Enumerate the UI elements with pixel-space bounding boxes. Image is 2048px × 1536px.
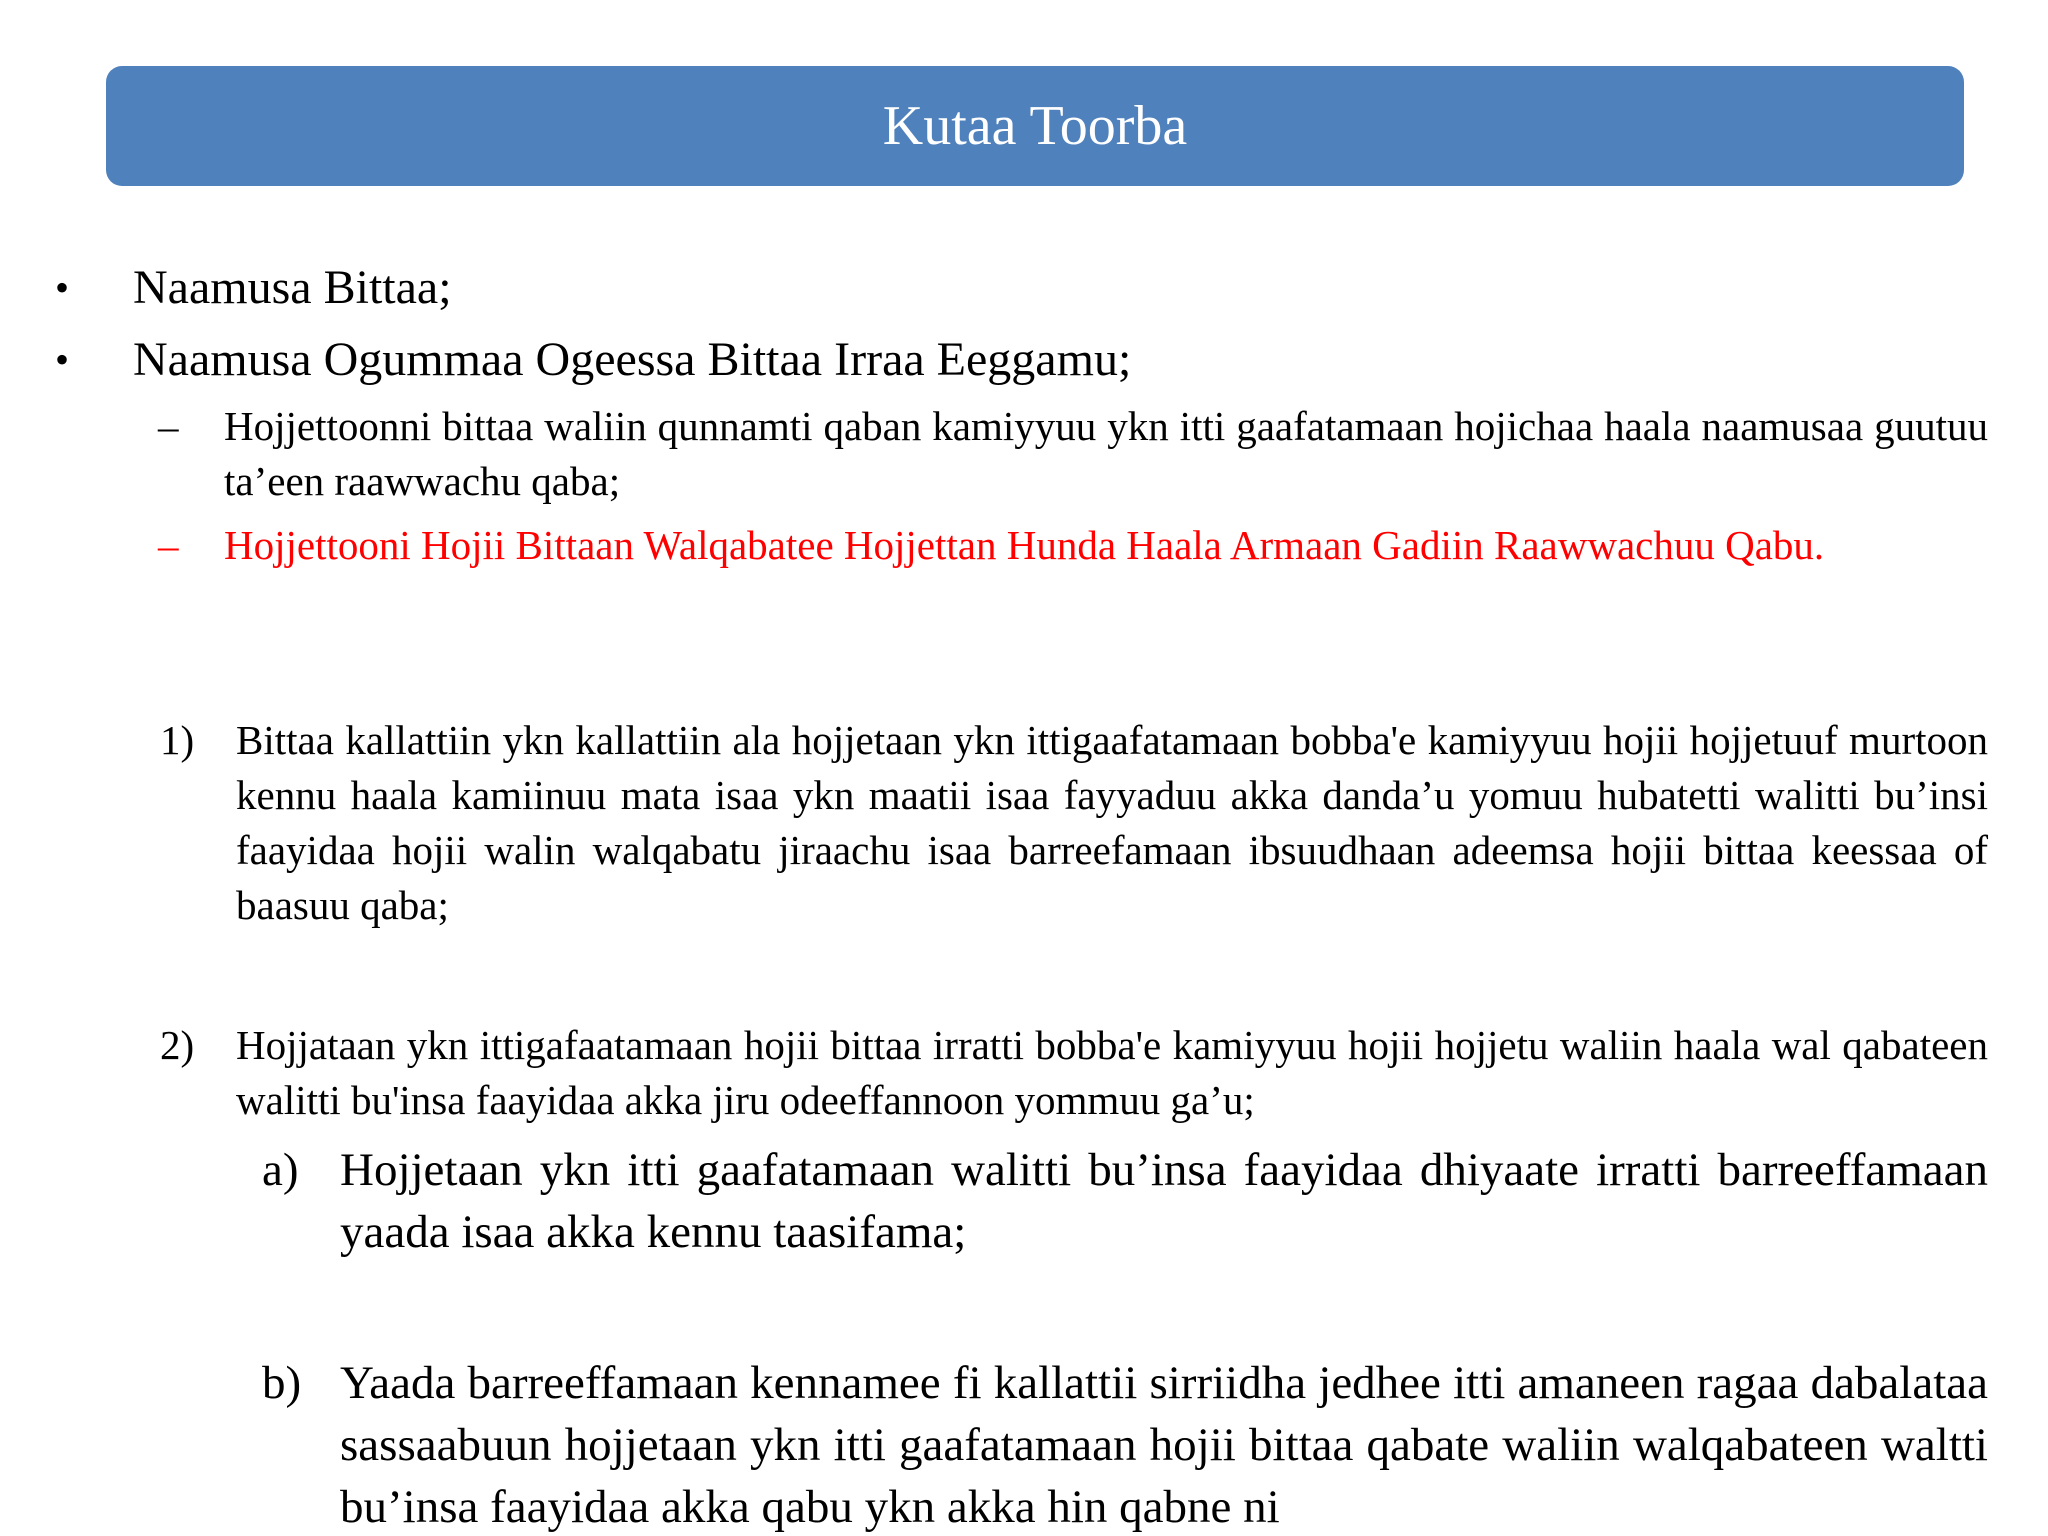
bullet-item [55,324,1131,396]
bullet-marker: • [55,337,70,382]
bullet-text: Naamusa Ogummaa Ogeessa Bittaa Irraa Eeggamu; [133,333,1132,386]
numbered-item [160,713,1988,933]
bullet-marker: • [55,265,70,310]
lettered-text: Yaada barreeffamaan kennamee fi kallattii sirriidha jedhee itti amaneen ragaa dabalataa sassaabuun hojjetaan ykn itti gaafatamaan hojii bittaa qabate waliin walqabateen waltti bu’insa faayidaa akka qabu ykn akka hin qabne ni [340,1357,1988,1533]
title-banner [106,66,1964,186]
sub-bullet-item [158,399,1988,509]
numbered-item [160,1018,1988,1128]
bullet-text: Naamusa Bittaa; [133,261,452,314]
sub-bullet-text: Hojjettooni Hojii Bittaan Walqabatee Hojjettan Hunda Haala Armaan Gadiin Raawwachuu Qabu. [224,522,1825,568]
letter-marker: a) [262,1144,299,1196]
dash-marker: – [158,403,179,449]
lettered-text: Hojjetaan ykn itti gaafatamaan walitti bu’insa faayidaa dhiyaate irratti barreeffamaan yaada isaa akka kennu taasifama; [340,1144,1988,1258]
lettered-item [262,1139,1988,1263]
numbered-text: Bittaa kallattiin ykn kallattiin ala hojjetaan ykn ittigaafatamaan bobba'e kamiyyuu hojii hojjetuuf murtoon kennu haala kamiinuu mata isaa ykn maatii isaa fayyaduu akka danda’u yomuu hubatetti walitti bu’insi faayidaa hojii walin walqabatu jiraachu isaa barreefamaan ibsuudhaan adeemsa hojii bittaa keessaa of baasuu qaba; [236,717,1988,928]
numbered-text: Hojjataan ykn ittigafaatamaan hojii bittaa irratti bobba'e kamiyyuu hojii hojjetu waliin haala wal qabateen walitti bu'insa faayidaa akka jiru odeeffannoon yommuu ga’u; [236,1022,1988,1123]
bullet-item [55,252,452,324]
lettered-item [262,1352,1988,1536]
letter-marker: b) [262,1357,302,1409]
slide-title: Kutaa Toorba [882,95,1188,157]
sub-bullet-item-highlighted [158,518,1988,573]
number-marker: 1) [160,717,195,763]
dash-marker: – [158,522,179,568]
number-marker: 2) [160,1022,195,1068]
sub-bullet-text: Hojjettoonni bittaa waliin qunnamti qaban kamiyyuu ykn itti gaafatamaan hojichaa haala naamusaa guutuu ta’een raawwachu qaba; [224,403,1988,504]
